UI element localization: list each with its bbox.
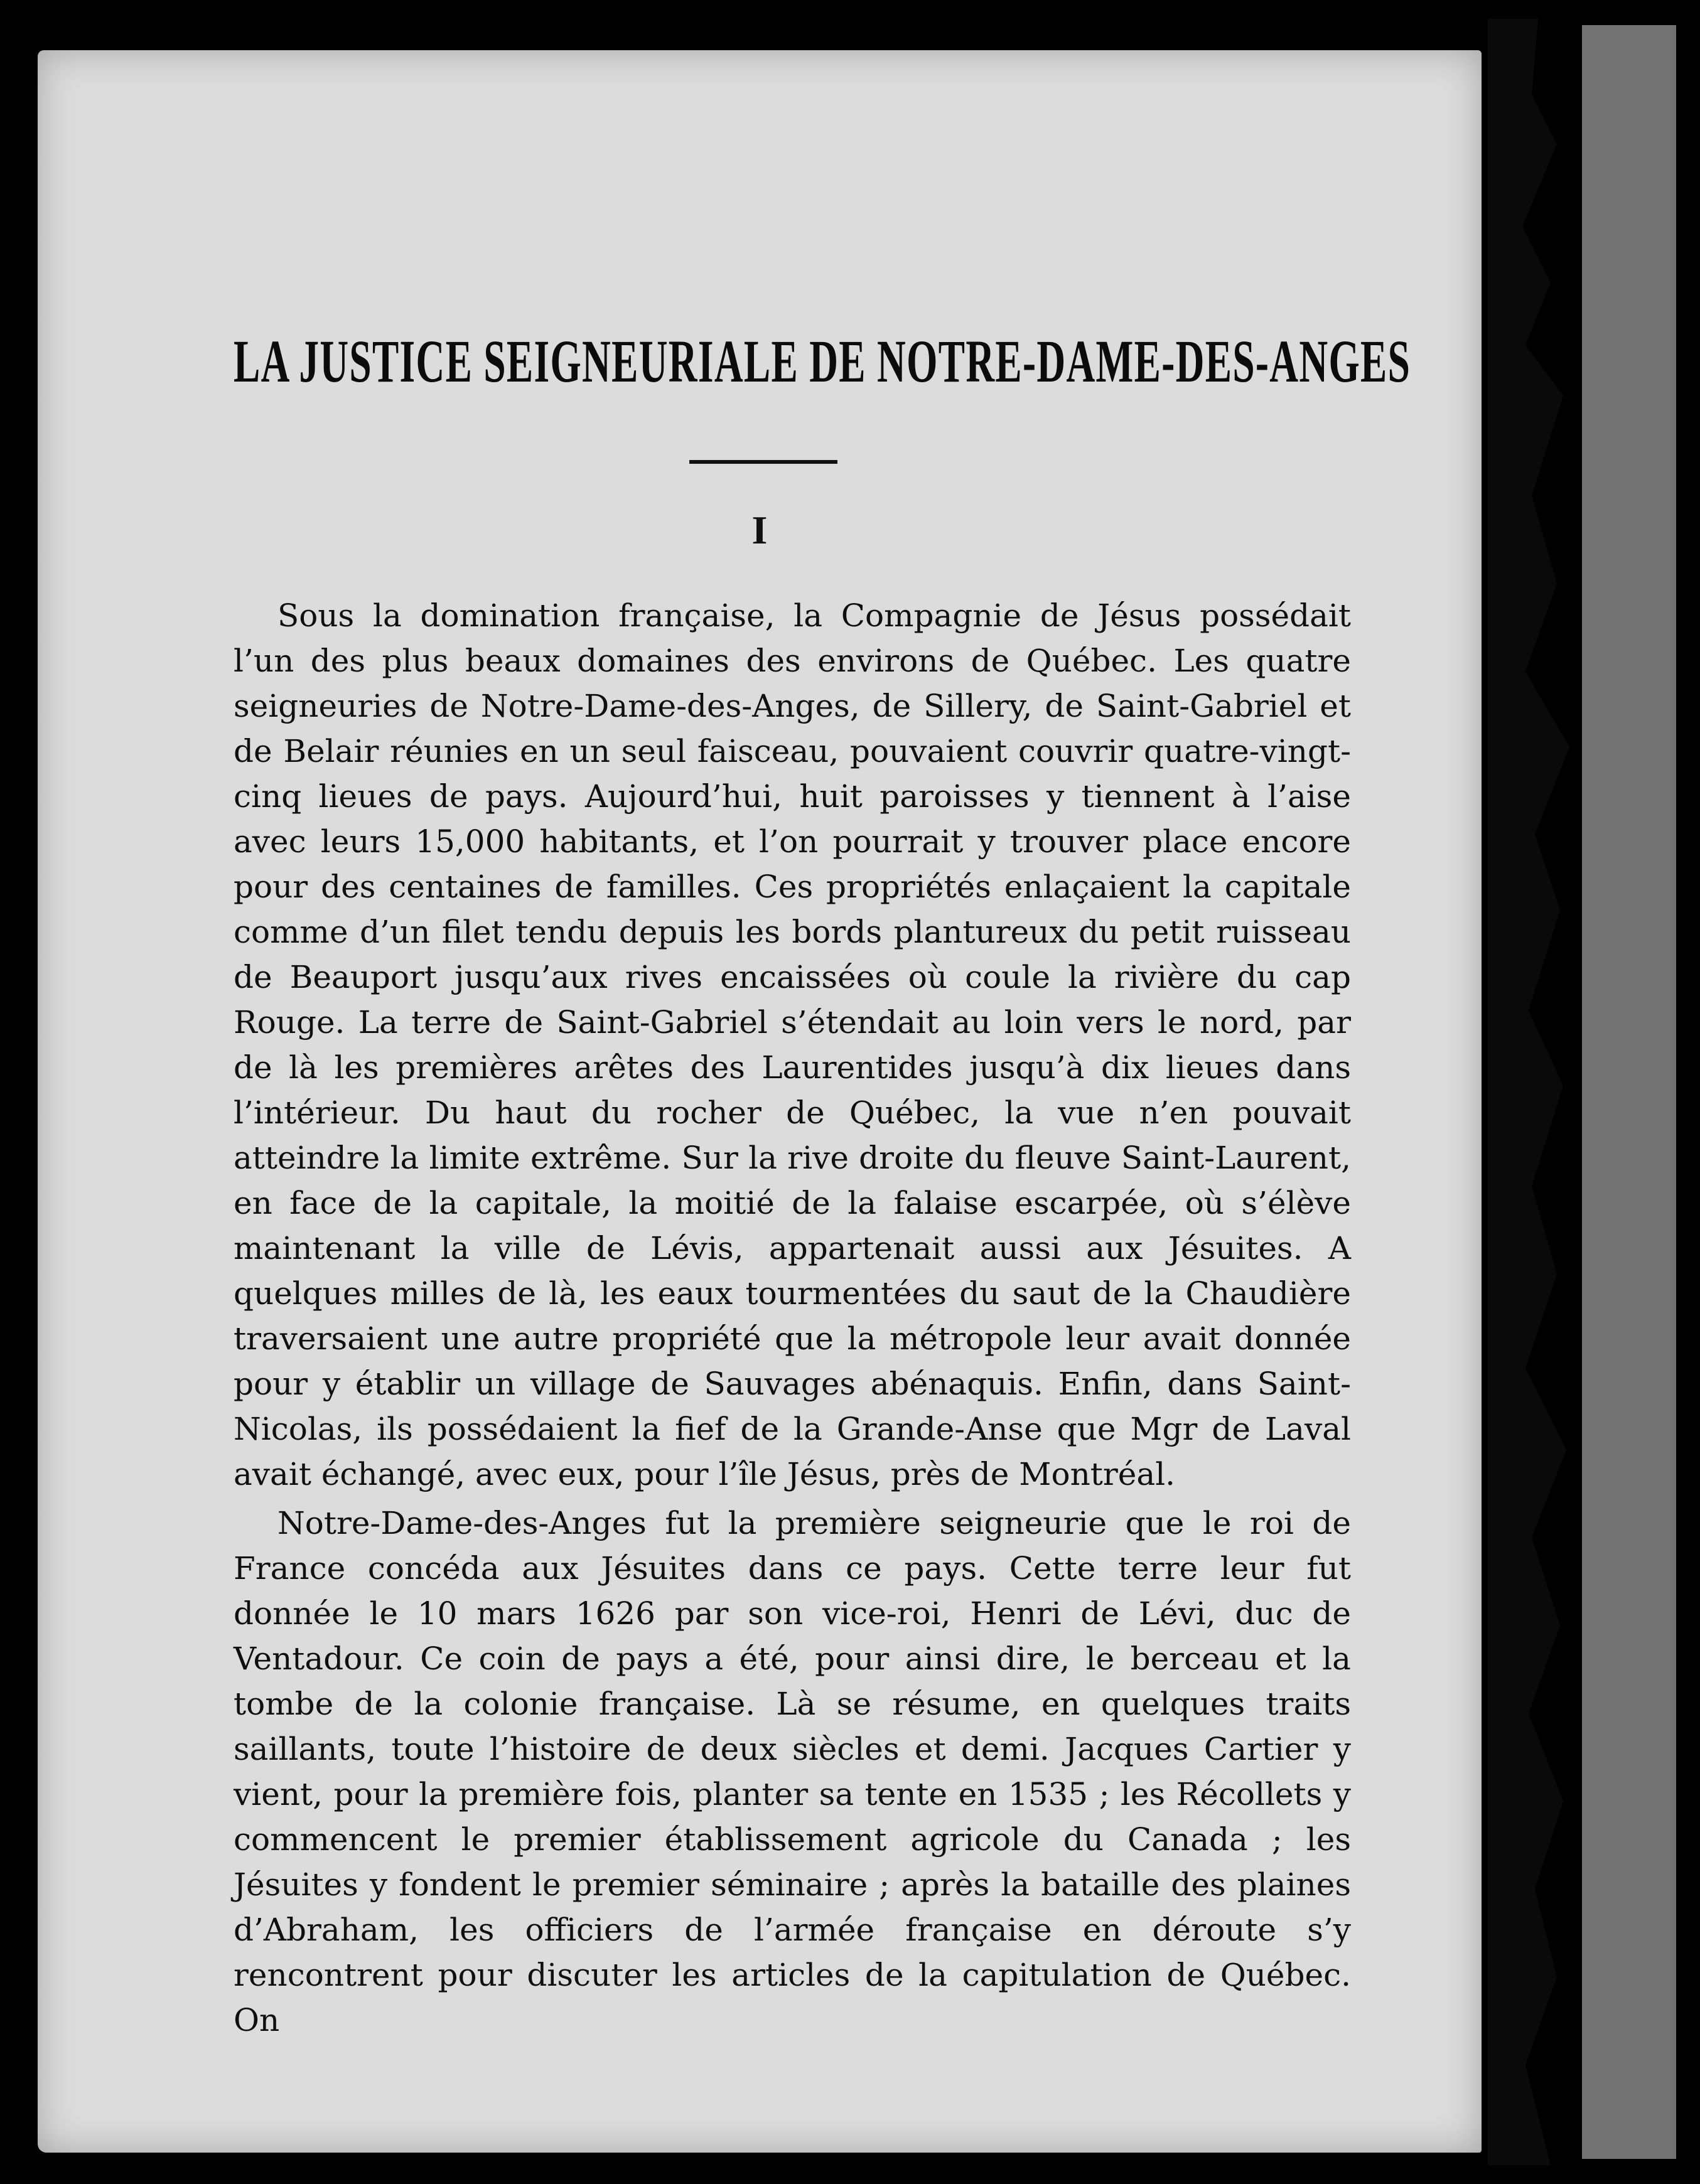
page-title: LA JUSTICE SEIGNEURIALE DE NOTRE-DAME-DES-ANGES (234, 328, 1411, 395)
body-text (234, 593, 1351, 2043)
paragraph: Sous la domination française, la Compagnie de Jésus possédait l’un des plus beaux domaines des environs de Québec. Les quatre seigneuries de Notre-Dame-des-Anges, de Sillery, de Saint-Gabriel et de Belair réunies en un seul faisceau, pouvaient couvrir quatre-vingt-cinq lieues de pays. Aujourd’hui, huit paroisses y tiennent à l’aise avec leurs 15,000 habitants, et l’on pourrait y trouver place encore pour des centaines de familles. Ces propriétés enlaçaient la capitale comme d’un filet tendu depuis les bords plantureux du petit ruisseau de Beauport jusqu’aux rives encaissées où coule la rivière du cap Rouge. La terre de Saint-Gabriel s’étendait au loin vers le nord, par de là les premières arêtes des Laurentides jusqu’à dix lieues dans l’intérieur. Du haut du rocher de Québec, la vue n’en pouvait atteindre la limite extrême. Sur la rive droite du fleuve Saint-Laurent, en face de la capitale, la moitié de la falaise escarpée, où s’élève maintenant la ville de Lévis, appartenait aussi aux Jésuites. A quelques milles de là, les eaux tourmentées du saut de la Chaudière traversaient une autre propriété que la métropole leur avait donnée pour y établir un village de Sauvages abénaquis. Enfin, dans Saint-Nicolas, ils possédaient la fief de la Grande-Anse que Mgr de Laval avait échangé, avec eux, pour l’île Jésus, près de Montréal. (234, 597, 1351, 1492)
section-number: I (751, 508, 768, 552)
paragraph: Notre-Dame-des-Anges fut la première seigneurie que le roi de France concéda aux Jésuites dans ce pays. Cette terre leur fut donnée le 10 mars 1626 par son vice-roi, Henri de Lévi, duc de Ventadour. Ce coin de pays a été, pour ainsi dire, le berceau et la tombe de la colonie française. Là se résume, en quelques traits saillants, toute l’histoire de deux siècles et demi. Jacques Cartier y vient, pour la première fois, planter sa tente en 1535 ; les Récollets y commencent le premier établissement agricole du Canada ; les Jésuites y fondent le premier séminaire ; après la bataille des plaines d’Abraham, les officiers de l’armée française en déroute s’y rencontrent pour discuter les articles de la capitulation de Québec. On (234, 1505, 1351, 2038)
title-divider (689, 460, 837, 464)
torn-binding-edge (1463, 19, 1601, 2165)
